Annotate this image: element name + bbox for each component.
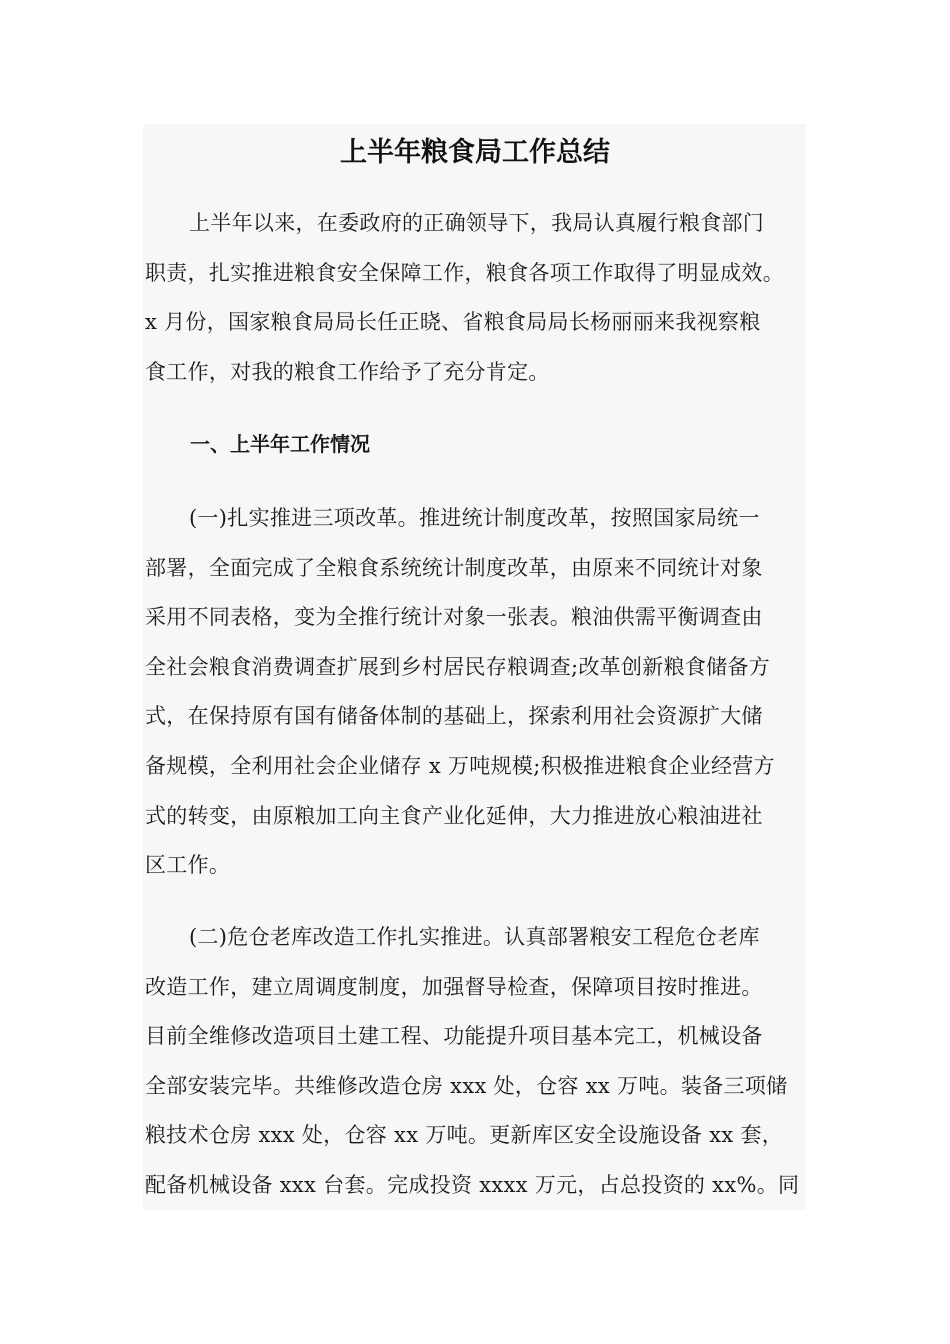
text-line: 改造工作，建立周调度制度，加强督导检查，保障项目按时推进。 [145,974,763,999]
text-line: 职责，扎实推进粮食安全保障工作，粮食各项工作取得了明显成效。 [145,260,784,285]
paragraph-warehouse [145,913,805,1211]
text-line: 区工作。 [145,853,231,878]
text-line: 式，在保持原有国有储备体制的基础上，探索利用社会资源扩大储 [145,704,763,729]
text-line: 目前全维修改造项目土建工程、功能提升项目基本完工，机械设备 [145,1024,763,1049]
text-line: 上半年以来，在委政府的正确领导下，我局认真履行粮食部门 [189,211,765,235]
text-line: 采用不同表格，变为全推行统计对象一张表。粮油供需平衡调查由 [145,605,763,630]
section-heading: 一、上半年工作情况 [190,432,370,456]
text-line: 式的转变，由原粮加工向主食产业化延伸，大力推进放心粮油进社 [145,803,763,828]
text-line: 全部安装完毕。共维修改造仓房 xxx 处，仓容 xx 万吨。装备三项储 [145,1073,788,1098]
text-line: x 月份，国家粮食局局长任正晓、省粮食局局长杨丽丽来我视察粮 [145,310,761,335]
paragraph-reforms [145,494,805,891]
intro-paragraph [145,199,805,397]
text-line: 食工作，对我的粮食工作给予了充分肯定。 [145,359,550,384]
document-title: 上半年粮食局工作总结 [340,137,610,168]
text-line: 配备机械设备 xxx 台套。完成投资 xxxx 万元，占总投资的 xx%。同 [145,1172,800,1197]
text-line: 粮技术仓房 xxx 处，仓容 xx 万吨。更新库区安全设施设备 xx 套， [145,1123,784,1148]
text-line: (二)危仓老库改造工作扎实推进。认真部署粮安工程危仓老库 [189,925,760,949]
text-line: 全社会粮食消费调查扩展到乡村居民存粮调查;改革创新粮食储备方 [145,654,771,679]
text-line: 备规模，全利用社会企业储存 x 万吨规模;积极推进粮食企业经营方 [145,753,775,778]
text-line: 部署，全面完成了全粮食系统统计制度改革，由原来不同统计对象 [145,555,763,580]
text-line: (一)扎实推进三项改革。推进统计制度改革，按照国家局统一 [189,506,760,530]
